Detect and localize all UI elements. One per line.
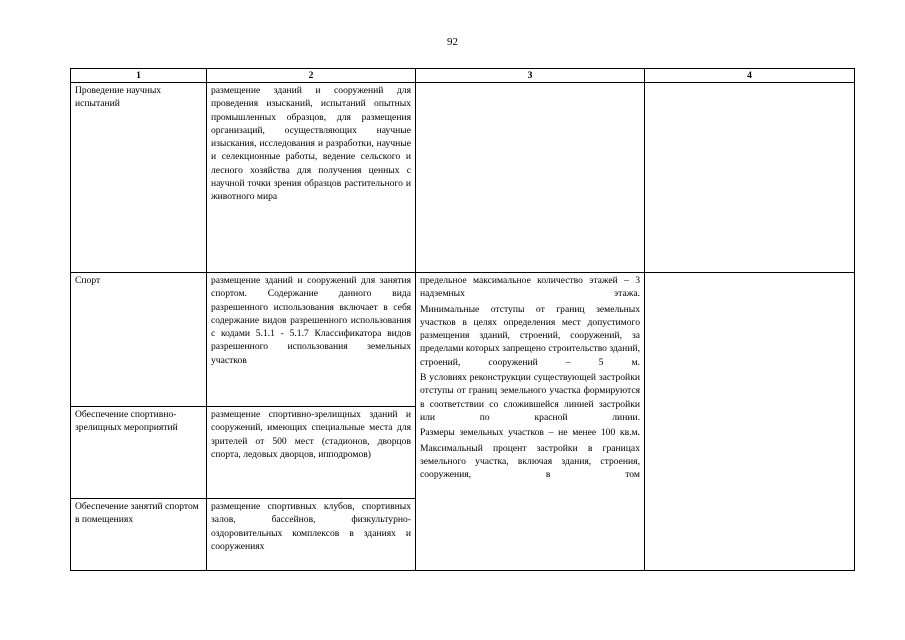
column-header-4: 4 [645, 69, 855, 83]
use-type-description: размещение спортивно-зрелищных зданий и сооружений, имеющих специальные места для зрителей от 500 мест (стадионов, дворцов спорта, ледовых дворцов, ипподромов) [207, 407, 416, 499]
column-header-1: 1 [71, 69, 207, 83]
table-row [71, 83, 855, 273]
use-type-description: размещение зданий и сооружений для занятия спортом. Содержание данного вида разрешенного использования включает в себя содержание видов разрешенного использования с кодами 5.1.1 - 5.1.7 Классификатора видов разрешенного использования земельных участков [207, 273, 416, 407]
sport-parameters-cell [416, 273, 645, 571]
use-type-description: размещение спортивных клубов, спортивных залов, бассейнов, физкультурно-оздоровительных комплексов в зданиях и сооружениях [207, 499, 416, 571]
use-type-description: размещение зданий и сооружений для проведения изысканий, испытаний опытных промышленных образцов, для размещения организаций, осуществляющих научные изыскания, исследования и разработки, научные и селекционные работы, ведение сельского и лесного хозяйства для получения ценных с научной точки зрения образцов растительного и животного мира [207, 83, 416, 273]
parameter-paragraph: предельное максимальное количество этажей – 3 надземных этажа. [420, 275, 640, 300]
header-row [71, 69, 855, 83]
parameter-paragraph: В условиях реконструкции существующей застройки отступы от границ земельного участка формируются в соответствии со сложившейся линией застройки или по красной линии. [420, 372, 640, 423]
use-type-name: Обеспечение спортивно-зрелищных мероприятий [71, 407, 207, 499]
column-header-2: 2 [207, 69, 416, 83]
page-number: 92 [447, 36, 458, 48]
use-type-name: Спорт [71, 273, 207, 407]
notes-cell [645, 273, 855, 571]
table-row [71, 273, 855, 407]
parameter-paragraph: Минимальные отступы от границ земельных участков в целях определения мест допустимого размещения зданий, строений, сооружений, за пределами которых запрещено строительство зданий, строений, сооружений – 5 м. [420, 303, 640, 368]
parameter-paragraph: Размеры земельных участков – не менее 100 кв.м. [420, 427, 640, 439]
use-type-name: Обеспечение занятий спортом в помещениях [71, 499, 207, 571]
parameter-paragraph: Максимальный процент застройки в границах земельного участка, включая здания, строения, сооружения, в том [420, 442, 640, 481]
parameters-cell [416, 83, 645, 273]
column-header-3: 3 [416, 69, 645, 83]
regulations-table [70, 68, 855, 571]
use-type-name: Проведение научных испытаний [71, 83, 207, 273]
notes-cell [645, 83, 855, 273]
